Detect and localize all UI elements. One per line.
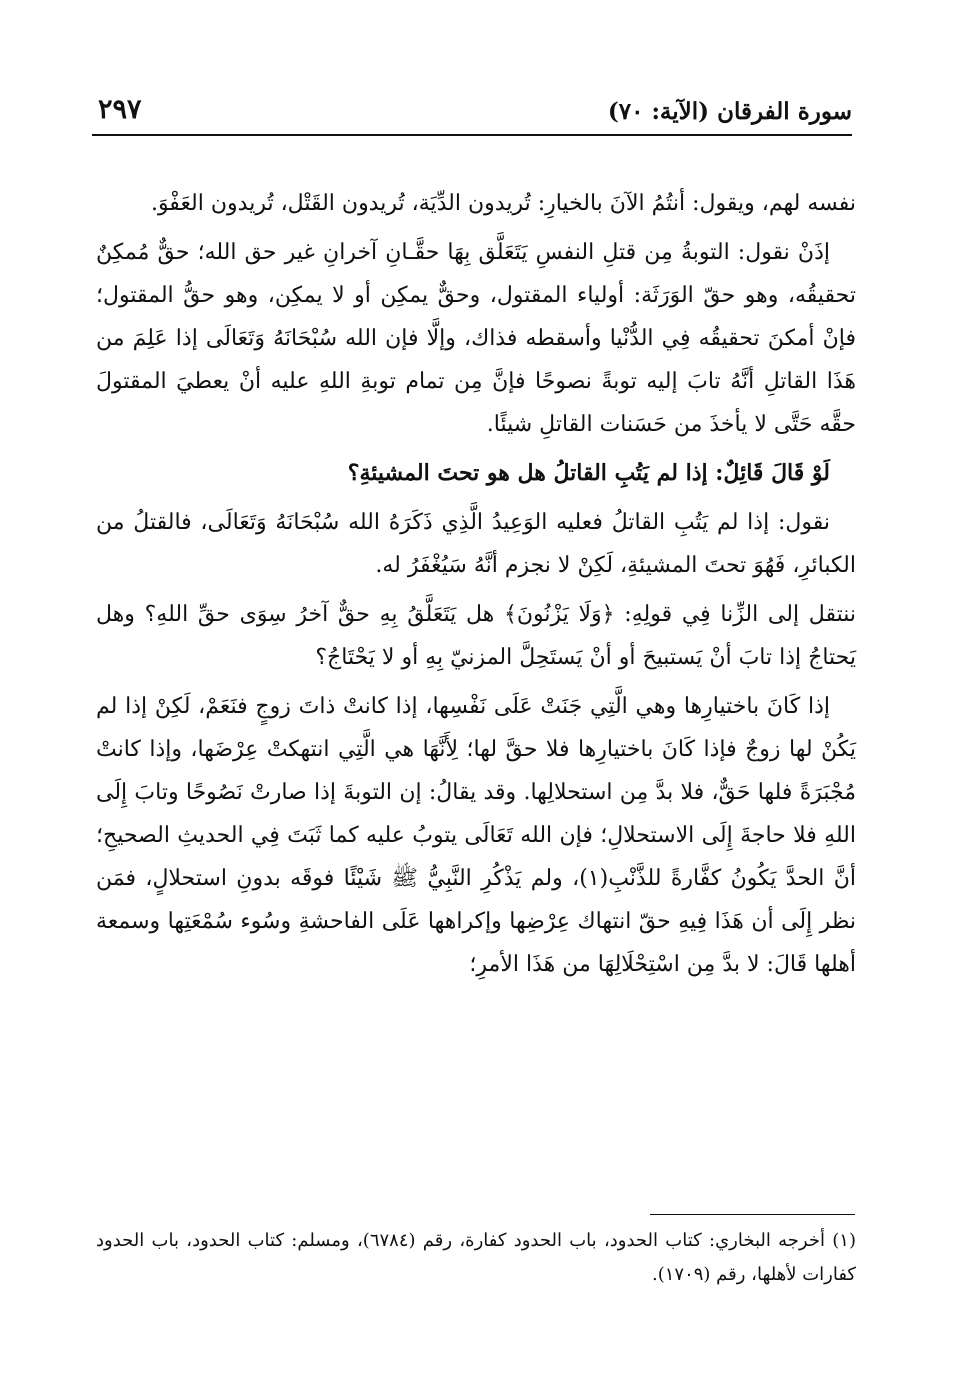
- footnotes: [96, 1224, 856, 1292]
- paragraph-1: نفسه لهم، ويقول: أنتُمُ الآنَ بالخيارِ: تُريدون الدِّيَة، تُريدون القَتْل، تُريدون العَفْوَ.: [150, 191, 856, 216]
- footnote-divider: [650, 1214, 855, 1215]
- paragraph-5: ننتقل إلى الزِّنا فِي قولِهِ: ﴿وَلَا يَزْنُونَ﴾ هل يَتَعَلَّقُ بِهِ حقٌّ آخرُ سِوَى حقِّ اللهِ؟ وهل يَحتاجُ إذا تابَ أنْ يَستبيحَ أو أنْ يَستَحِلَّ المزنيّ بِهِ أو لا يَحْتَاجُ؟: [96, 602, 856, 670]
- paragraph-6: إذا كَانَ باختيارِها وهي الَّتِي جَنَتْ عَلَى نَفْسِها، إذا كانتْ ذاتَ زوجٍ فنَعَمْ، لَكِنْ إذا لم يَكُنْ لها زوجٌ فإذا كَانَ باختيارِها فلا حقَّ لها؛ لِأَنَّهَا هي الَّتِي انتهكتْ عِرْضَها، وإذا كانتْ مُجْبَرَةً فلها حَقٌّ، فلا بدَّ مِن استحلالِها. وقد يقالُ: إن التوبةَ إذا صارتْ نَصُوحًا وتابَ إِلَى اللهِ فلا حاجةَ إِلَى الاستحلالِ؛ فإن الله تَعَالَى يتوبُ عليه كما ثَبَتَ فِي الحديثِ الصحيحِ؛ أنَّ الحدَّ يَكُونُ كفَّارةً للذَّنْبِ(١)، ولم يَذْكُرِ النَّبِيُّ ﷺ شَيْئًا فوقَه بدونِ استحلالٍ، فمَن نظر إِلَى أن هَذَا فِيهِ حقّ انتهاك عِرْضِها وإكراهها عَلَى الفاحشةِ وسُوء سُمْعَتِها وسمعة أهلها قَالَ: لا بدَّ مِن اسْتِحْلَالِهَا من هَذَا الأمرِ؛: [96, 694, 856, 977]
- paragraph-question: لَوْ قَالَ قَائِلٌ: إذا لم يَتُبِ القاتلُ هل هو تحتَ المشيئةِ؟: [347, 460, 830, 486]
- paragraph-2: إذَنْ نقول: التوبةُ مِن قتلِ النفسِ يَتَعَلَّق بِهَا حقَّـانِ آخرانِ غير حق الله؛ حقٌّ مُمكِنٌ تحقيقُه، وهو حقّ الوَرَثَة: أولياء المقتول، وحقٌّ يمكِن أو لا يمكِن، وهو حقُّ المقتول؛ فإنْ أمكنَ تحقيقُه فِي الدُّنْيا وأسقطه فذاك، وإلَّا فإن الله سُبْحَانَهُ وَتَعَالَى إذا عَلِمَ من هَذَا القاتلِ أنَّهُ تابَ إليه توبةً نصوحًا فإنَّ مِن تمام توبةِ اللهِ عليه أنْ يعطيَ المقتولَ حقَّه حَتَّى لا يأخذَ من حَسَنات القاتلِ شيئًا.: [96, 240, 856, 437]
- header-rule: [92, 134, 852, 136]
- page-number: ٢٩٧: [98, 94, 142, 125]
- main-text: [96, 182, 856, 992]
- footnote-1: (١) أخرجه البخاري: كتاب الحدود، باب الحدود كفارة، رقم (٦٧٨٤)، ومسلم: كتاب الحدود، باب الحدود كفارات لأهلها، رقم (١٧٠٩).: [96, 1230, 856, 1285]
- page-header: [92, 92, 852, 136]
- paragraph-4: نقول: إذا لم يَتُبِ القاتلُ فعليه الوَعِيدُ الَّذِي ذَكَرَهُ الله سُبْحَانَهُ وَتَعَالَى، فالقتلُ من الكبائرِ، فَهُوَ تحتَ المشيئةِ، لَكِنْ لا نجزم أنَّهُ سَيُغْفَرُ له.: [96, 510, 856, 578]
- surah-title: سورة الفرقان (الآية: ٧٠): [607, 98, 852, 125]
